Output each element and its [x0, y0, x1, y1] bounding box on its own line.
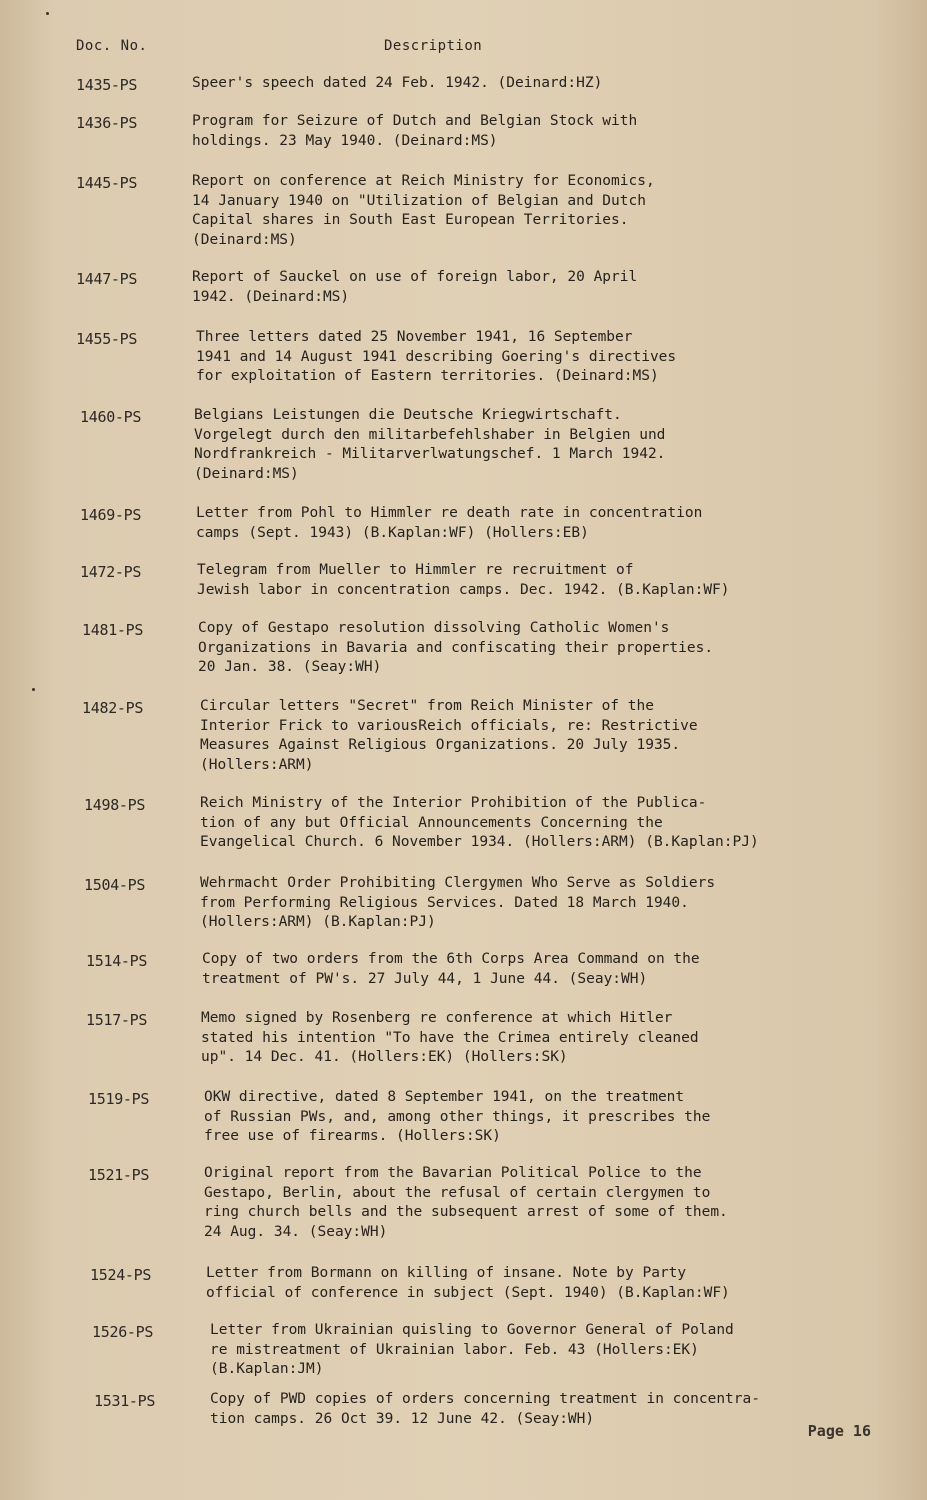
doc-number: 1469-PS [80, 506, 142, 524]
description-line: from Performing Religious Services. Dated 18 March 1940. [200, 894, 689, 911]
description-line: 14 January 1940 on "Utilization of Belgian and Dutch [192, 192, 646, 209]
description-line: stated his intention "To have the Crimea entirely cleaned [201, 1029, 699, 1046]
doc-description [197, 561, 730, 600]
doc-number: 1517-PS [86, 1011, 148, 1029]
description-line: re mistreatment of Ukrainian labor. Feb. 43 (Hollers:EK) [210, 1341, 699, 1358]
description-line: Original report from the Bavarian Political Police to the [204, 1165, 702, 1181]
doc-description [192, 172, 655, 250]
doc-description [192, 268, 637, 307]
doc-description [200, 697, 698, 775]
description-line: Interior Frick to variousReich officials, re: Restrictive [200, 717, 698, 734]
doc-description [200, 874, 715, 933]
doc-number: 1447-PS [76, 270, 138, 288]
description-line: Wehrmacht Order Prohibiting Clergymen Who Serve as Soldiers [200, 875, 716, 891]
doc-description [196, 504, 702, 543]
doc-number: 1526-PS [92, 1323, 154, 1341]
description-line: (Hollers:ARM) (B.Kaplan:PJ) [200, 914, 436, 930]
description-line: Program for Seizure of Dutch and Belgian Stock with [192, 113, 638, 129]
description-line: Copy of Gestapo resolution dissolving Catholic Women's [198, 620, 670, 636]
doc-number: 1455-PS [76, 330, 138, 348]
description-line: Belgians Leistungen die Deutsche Kriegwirtschaft. [194, 407, 622, 423]
description-line: free use of firearms. (Hollers:SK) [204, 1128, 501, 1144]
description-line: treatment of PW's. 27 July 44, 1 June 44. (Seay:WH) [202, 970, 648, 987]
doc-description [201, 1009, 699, 1068]
doc-description [196, 328, 676, 387]
description-line: Vorgelegt durch den militarbefehlshaber in Belgien und [194, 426, 666, 443]
description-line: Copy of two orders from the 6th Corps Area Command on the [202, 951, 700, 967]
description-line: Circular letters "Secret" from Reich Minister of the [200, 698, 654, 714]
doc-number: 1521-PS [88, 1166, 150, 1184]
doc-description [198, 619, 713, 678]
description-line: tion camps. 26 Oct 39. 12 June 42. (Seay:WH) [210, 1410, 595, 1427]
description-line: Letter from Ukrainian quisling to Governor General of Poland [210, 1322, 734, 1338]
description-line: (Hollers:ARM) [200, 756, 314, 773]
description-line: (Deinard:MS) [194, 465, 299, 482]
description-line: Letter from Pohl to Himmler re death rate in concentration [196, 505, 703, 521]
description-line: 1941 and 14 August 1941 describing Goering's directives [196, 348, 677, 365]
speck [32, 688, 35, 691]
description-line: Evangelical Church. 6 November 1934. (Hollers:ARM) (B.Kaplan:PJ) [200, 834, 759, 850]
description-line: Speer's speech dated 24 Feb. 1942. (Deinard:HZ) [192, 75, 603, 91]
description-line: Capital shares in South East European Territories. [192, 212, 629, 228]
page-number: Page 16 [807, 1422, 871, 1440]
description-line: Report on conference at Reich Ministry for Economics, [192, 173, 655, 189]
doc-description [200, 794, 759, 853]
description-line: (B.Kaplan:JM) [210, 1361, 324, 1377]
doc-number: 1498-PS [84, 796, 146, 814]
doc-description [192, 112, 637, 151]
doc-number: 1482-PS [82, 699, 144, 717]
description-line: Copy of PWD copies of orders concerning treatment in concentra- [210, 1391, 760, 1407]
doc-number: 1519-PS [88, 1090, 150, 1108]
doc-number: 1436-PS [76, 114, 138, 132]
description-line: Jewish labor in concentration camps. Dec. 1942. (B.Kaplan:WF) [197, 581, 730, 598]
description-line: 20 Jan. 38. (Seay:WH) [198, 659, 382, 675]
description-line: Nordfrankreich - Militarverlwatungschef. 1 March 1942. [194, 446, 666, 462]
description-line: Gestapo, Berlin, about the refusal of certain clergymen to [204, 1184, 711, 1201]
doc-number: 1504-PS [84, 876, 146, 894]
description-line: Letter from Bormann on killing of insane. Note by Party [206, 1265, 687, 1281]
description-line: ring church bells and the subsequent arrest of some of them. [204, 1204, 728, 1220]
doc-description [192, 74, 602, 94]
description-line: of Russian PWs, and, among other things, it prescribes the [204, 1108, 711, 1125]
description-line: Telegram from Mueller to Himmler re recruitment of [197, 562, 634, 578]
description-line: for exploitation of Eastern territories. (Deinard:MS) [196, 368, 659, 384]
column-header-doc-no: Doc. No. [76, 38, 148, 54]
doc-description [194, 406, 665, 484]
description-line: Memo signed by Rosenberg re conference at which Hitler [201, 1010, 673, 1026]
doc-number: 1460-PS [80, 408, 142, 426]
doc-number: 1445-PS [76, 174, 138, 192]
description-line: official of conference in subject (Sept. 1940) (B.Kaplan:WF) [206, 1284, 730, 1301]
description-line: holdings. 23 May 1940. (Deinard:MS) [192, 132, 498, 149]
doc-description [204, 1164, 728, 1242]
description-line: 24 Aug. 34. (Seay:WH) [204, 1223, 388, 1240]
description-line: Report of Sauckel on use of foreign labor, 20 April [192, 269, 638, 285]
description-line: Measures Against Religious Organizations. 20 July 1935. [200, 737, 681, 753]
doc-number: 1481-PS [82, 621, 144, 639]
doc-description [204, 1088, 710, 1147]
doc-number: 1524-PS [90, 1266, 152, 1284]
doc-number: 1472-PS [80, 563, 142, 581]
description-line: up". 14 Dec. 41. (Hollers:EK) (Hollers:SK) [201, 1049, 568, 1065]
description-line: (Deinard:MS) [192, 231, 297, 248]
description-line: OKW directive, dated 8 September 1941, on the treatment [204, 1089, 685, 1105]
description-line: Three letters dated 25 November 1941, 16 September [196, 329, 633, 345]
doc-description [210, 1390, 760, 1429]
speck [46, 12, 49, 15]
description-line: camps (Sept. 1943) (B.Kaplan:WF) (Hollers:EB) [196, 524, 589, 541]
column-header-description: Description [384, 38, 483, 54]
description-line: 1942. (Deinard:MS) [192, 288, 350, 305]
doc-number: 1531-PS [94, 1392, 156, 1410]
doc-description [206, 1264, 730, 1303]
description-line: Reich Ministry of the Interior Prohibition of the Publica- [200, 795, 707, 811]
doc-description [210, 1321, 734, 1380]
description-line: tion of any but Official Announcements Concerning the [200, 814, 663, 831]
doc-number: 1435-PS [76, 76, 138, 94]
description-line: Organizations in Bavaria and confiscating their properties. [198, 639, 714, 656]
doc-description [202, 950, 700, 989]
doc-number: 1514-PS [86, 952, 148, 970]
